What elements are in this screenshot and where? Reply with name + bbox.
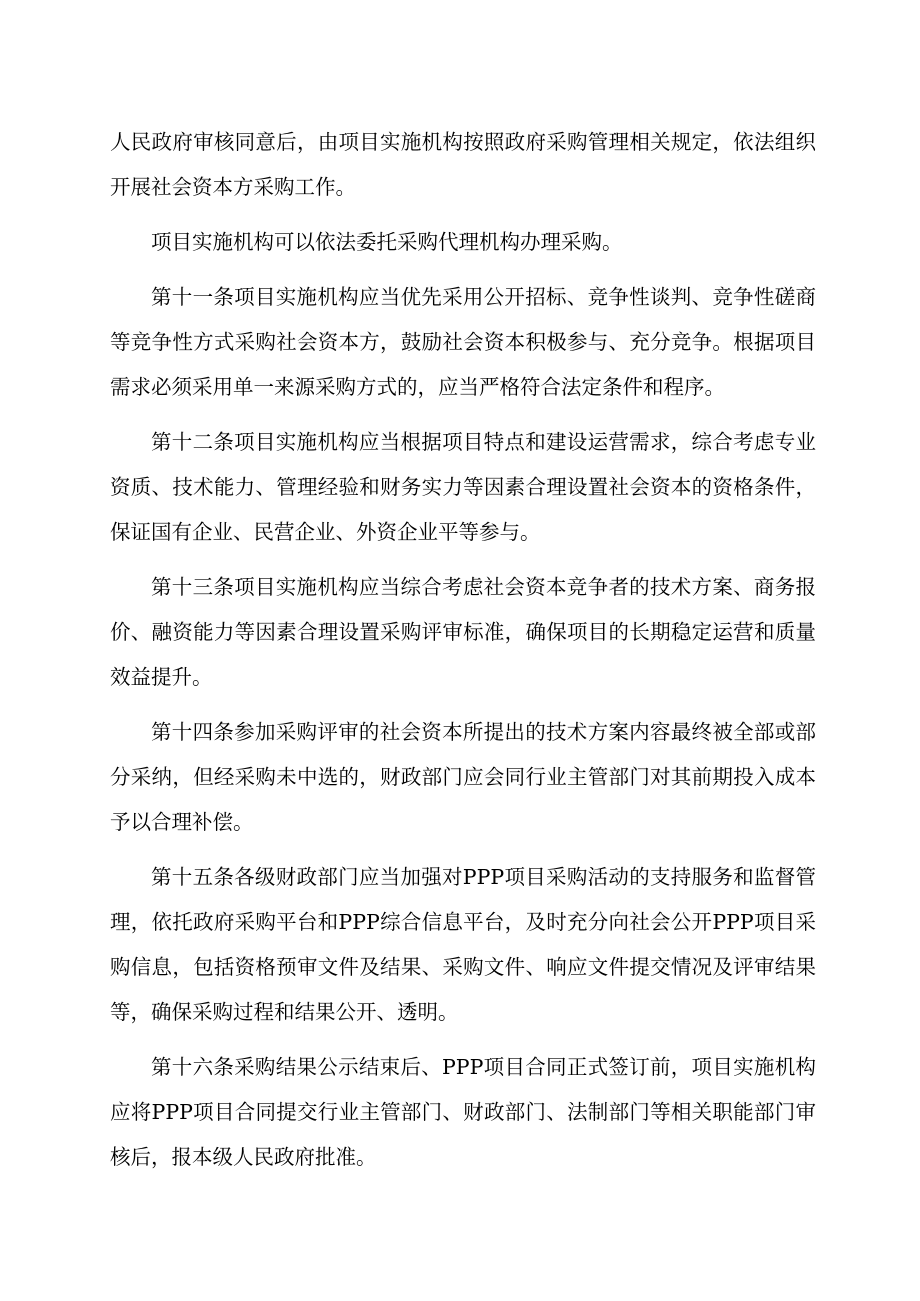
paragraph-article-16: 第十六条采购结果公示结束后、PPP项目合同正式签订前，项目实施机构应将PPP项目合同提交行业主管部门、财政部门、法制部门等相关职能部门审核后，报本级人民政府批准。 — [110, 1055, 816, 1169]
paragraph-article-13: 第十三条项目实施机构应当综合考虑社会资本竞争者的技术方案、商务报价、融资能力等因素合理设置采购评审标准，确保项目的长期稳定运营和质量效益提升。 — [110, 575, 816, 689]
paragraph-continuation: 人民政府审核同意后，由项目实施机构按照政府采购管理相关规定，依法组织开展社会资本方采购工作。 — [110, 130, 816, 199]
paragraph-article-12: 第十二条项目实施机构应当根据项目特点和建设运营需求，综合考虑专业资质、技术能力、管理经验和财务实力等因素合理设置社会资本的资格条件，保证国有企业、民营企业、外资企业平等参与。 — [110, 430, 816, 544]
paragraph-procurement-agent: 项目实施机构可以依法委托采购代理机构办理采购。 — [151, 230, 623, 254]
paragraph-article-11: 第十一条项目实施机构应当优先采用公开招标、竞争性谈判、竞争性磋商等竞争性方式采购社会资本方，鼓励社会资本积极参与、充分竞争。根据项目需求必须采用单一来源采购方式的，应当严格符合法定条件和程序。 — [110, 285, 816, 399]
paragraph-article-14: 第十四条参加采购评审的社会资本所提出的技术方案内容最终被全部或部分采纳，但经采购未中选的，财政部门应会同行业主管部门对其前期投入成本予以合理补偿。 — [110, 720, 816, 834]
paragraph-article-15: 第十五条各级财政部门应当加强对PPP项目采购活动的支持服务和监督管理，依托政府采购平台和PPP综合信息平台，及时充分向社会公开PPP项目采购信息，包括资格预审文件及结果、采购文件、响应文件提交情况及评审结果等，确保采购过程和结果公开、透明。 — [110, 865, 816, 1024]
document-body — [110, 120, 816, 1180]
